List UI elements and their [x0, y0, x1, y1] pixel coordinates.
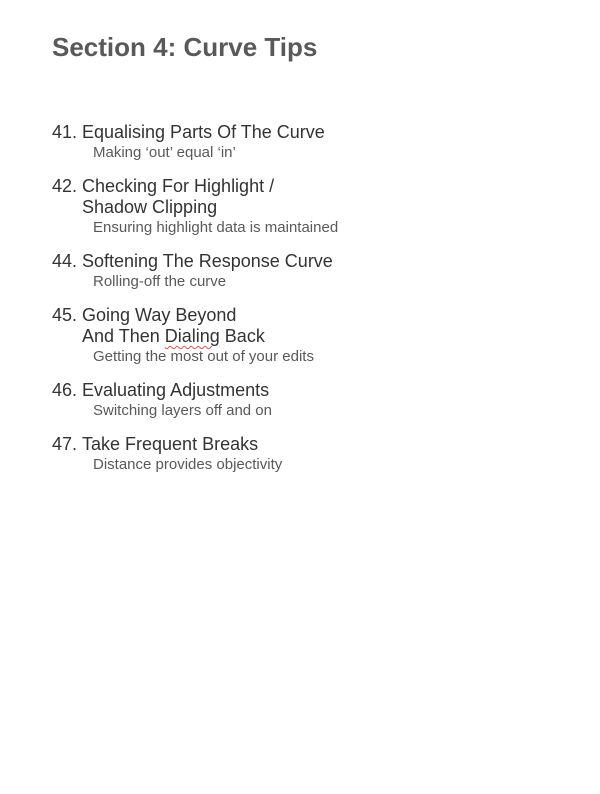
tip-number: 46. — [52, 380, 78, 400]
tip-item-45 — [52, 305, 572, 366]
tip-subtitle: Distance provides objectivity — [93, 456, 283, 473]
tip-title-line: Checking For Highlight / — [82, 176, 275, 196]
tip-title — [82, 122, 325, 143]
tip-title-line: Evaluating Adjustments — [82, 380, 270, 400]
tip-title-line: Softening The Response Curve — [82, 251, 333, 271]
tip-title-row — [52, 122, 572, 143]
section-title: Section 4: Curve Tips — [52, 32, 318, 62]
tip-title — [82, 305, 265, 347]
tip-title — [82, 251, 333, 272]
tip-number: 47. — [52, 434, 78, 454]
tip-item-46 — [52, 380, 572, 420]
tip-item-42 — [52, 176, 572, 237]
tip-number: 42. — [52, 176, 78, 196]
tip-subtitle: Ensuring highlight data is maintained — [93, 219, 339, 236]
tip-item-47 — [52, 434, 572, 474]
tip-subtitle: Switching layers off and on — [93, 402, 272, 419]
tip-title-row — [52, 176, 572, 218]
tip-title — [82, 434, 258, 455]
tip-title-line: Shadow Clipping — [82, 197, 218, 217]
tip-subtitle: Rolling-off the curve — [93, 273, 227, 290]
tip-title-line: Take Frequent Breaks — [82, 434, 259, 454]
tip-title-line — [82, 326, 265, 347]
tip-title-word: And Then — [82, 326, 160, 346]
tip-title-row — [52, 434, 572, 455]
tip-title-word: Back — [224, 326, 265, 346]
tip-title-row — [52, 305, 572, 347]
spellcheck-flagged-word: Dialing — [164, 326, 220, 346]
tip-item-41 — [52, 122, 572, 162]
tip-subtitle: Getting the most out of your edits — [93, 348, 314, 365]
tip-title-row — [52, 380, 572, 401]
tip-subtitle: Making ‘out’ equal ‘in’ — [93, 144, 236, 161]
tip-title-row — [52, 251, 572, 272]
tip-title — [82, 380, 269, 401]
tip-number: 45. — [52, 305, 78, 325]
tips-list — [52, 122, 572, 488]
tip-title-line: Going Way Beyond — [82, 305, 237, 325]
tip-number: 41. — [52, 122, 78, 142]
tip-item-44 — [52, 251, 572, 291]
tip-number: 44. — [52, 251, 78, 271]
tip-title-line: Equalising Parts Of The Curve — [82, 122, 325, 142]
tip-title — [82, 176, 274, 218]
